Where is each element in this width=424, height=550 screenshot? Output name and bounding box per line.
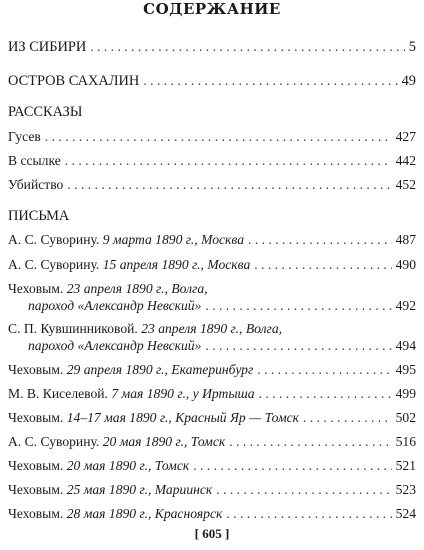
letter-date-place: 23 апреля 1890 г., Волга,	[66, 281, 208, 296]
letter-recipient: Чеховым.	[8, 458, 67, 473]
letter-date-place: 28 мая 1890 г., Красноярск	[66, 506, 223, 521]
toc-entry-letter[interactable]	[8, 481, 416, 498]
letter-recipient: А. С. Суворину.	[8, 232, 103, 247]
entry-page: 524	[395, 506, 416, 521]
letter-recipient: А. С. Суворину.	[8, 257, 103, 272]
letter-date-place: 23 апреля 1890 г., Волга,	[141, 321, 283, 336]
toc-entry-story[interactable]	[8, 152, 416, 169]
leader-dots	[303, 409, 392, 426]
leader-dots	[248, 231, 392, 248]
entry-title: Убийство	[8, 177, 64, 192]
letter-date-place: 9 марта 1890 г., Москва	[102, 232, 245, 247]
letter-recipient: С. П. Кувшинниковой.	[8, 321, 142, 336]
section-heading-letters: ПИСЬМА	[8, 208, 70, 224]
toc-entry-letter[interactable]	[8, 280, 416, 297]
toc-entry-letter-cont[interactable]	[28, 297, 416, 314]
entry-page: 5	[408, 39, 416, 55]
toc-entry-letter[interactable]	[8, 385, 416, 402]
leader-dots	[205, 337, 391, 354]
leader-dots	[45, 128, 392, 145]
leader-dots	[205, 297, 391, 314]
letter-date-place-cont: пароход «Александр Невский»	[28, 298, 202, 313]
section-heading-stories: РАССКАЗЫ	[8, 104, 83, 120]
entry-title: ОСТРОВ САХАЛИН	[8, 73, 140, 89]
letter-recipient: Чеховым.	[8, 362, 67, 377]
entry-page: 521	[395, 458, 416, 473]
page-number: [ 605 ]	[194, 526, 230, 541]
entry-page: 49	[401, 73, 416, 89]
letter-recipient: Чеховым.	[8, 506, 67, 521]
letter-recipient: Чеховым.	[8, 482, 67, 497]
leader-dots	[226, 505, 391, 522]
toc-entry-letter[interactable]	[8, 361, 416, 378]
leader-dots	[67, 176, 391, 193]
entry-title: В ссылке	[8, 153, 61, 168]
page-title: СОДЕРЖАНИЕ	[143, 0, 281, 18]
leader-dots	[143, 72, 397, 89]
entry-page: 452	[395, 177, 416, 192]
entry-page: 494	[395, 338, 416, 353]
toc-entry-story[interactable]	[8, 176, 416, 193]
leader-dots	[229, 433, 391, 450]
entry-page: 516	[395, 434, 416, 449]
letter-date-place: 7 мая 1890 г., у Иртыша	[111, 386, 255, 401]
letter-recipient: М. В. Киселевой.	[8, 386, 112, 401]
letter-date-place: 14–17 мая 1890 г., Красный Яр — Томск	[66, 410, 300, 425]
leader-dots	[90, 38, 405, 55]
letter-date-place: 15 апреля 1890 г., Москва	[102, 257, 251, 272]
entry-page: 492	[395, 298, 416, 313]
leader-dots	[193, 457, 391, 474]
toc-entry-sakhalin[interactable]	[8, 72, 416, 90]
leader-dots	[259, 385, 392, 402]
letter-date-place: 25 мая 1890 г., Мариинск	[66, 482, 213, 497]
toc-entry-letter[interactable]	[8, 457, 416, 474]
letter-date-place: 20 мая 1890 г., Томск	[66, 458, 190, 473]
entry-title: Гусев	[8, 129, 41, 144]
entry-title: ИЗ СИБИРИ	[8, 39, 87, 55]
entry-page: 487	[395, 232, 416, 247]
toc-entry-letter[interactable]	[8, 409, 416, 426]
entry-page: 495	[395, 362, 416, 377]
entry-page: 490	[395, 257, 416, 272]
leader-dots	[254, 256, 391, 273]
toc-entry-letter[interactable]	[8, 320, 416, 337]
entry-page: 499	[395, 386, 416, 401]
leader-dots	[257, 361, 391, 378]
letter-recipient: А. С. Суворину.	[8, 434, 103, 449]
toc-entry-letter[interactable]	[8, 433, 416, 450]
toc-entry-letter-cont[interactable]	[28, 337, 416, 354]
toc-entry-siberia[interactable]	[8, 38, 416, 56]
entry-page: 502	[395, 410, 416, 425]
leader-dots	[65, 152, 392, 169]
entry-page: 427	[395, 129, 416, 144]
letter-recipient: Чеховым.	[8, 281, 67, 296]
letter-date-place-cont: пароход «Александр Невский»	[28, 338, 202, 353]
leader-dots	[216, 481, 391, 498]
entry-page: 442	[395, 153, 416, 168]
toc-entry-story[interactable]	[8, 128, 416, 145]
toc-entry-letter[interactable]	[8, 231, 416, 248]
letter-date-place: 29 апреля 1890 г., Екатеринбург	[66, 362, 254, 377]
letter-date-place: 20 мая 1890 г., Томск	[102, 434, 226, 449]
letter-recipient: Чеховым.	[8, 410, 67, 425]
entry-page: 523	[395, 482, 416, 497]
toc-entry-letter[interactable]	[8, 256, 416, 273]
toc-entry-letter[interactable]	[8, 505, 416, 522]
